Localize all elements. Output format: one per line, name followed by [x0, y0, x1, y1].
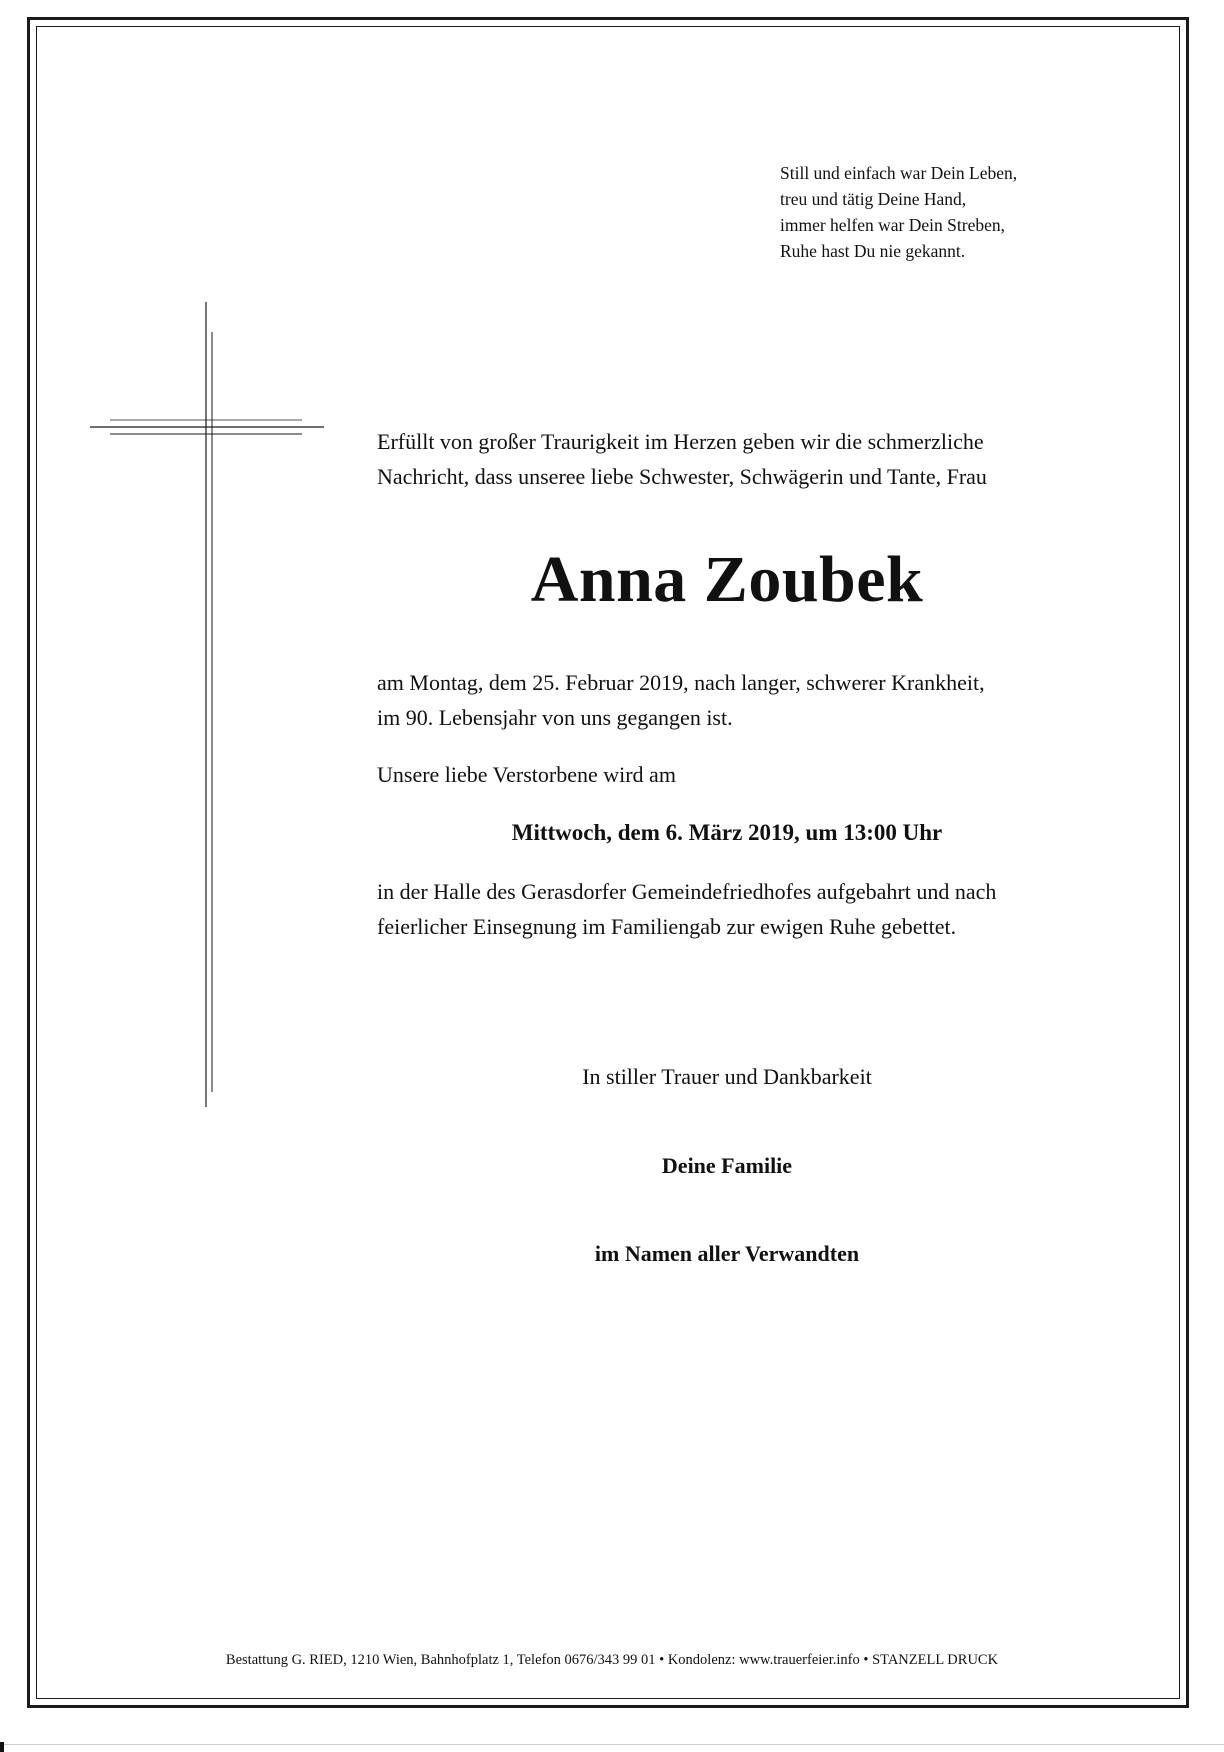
verse-line: treu und tätig Deine Hand,	[780, 189, 967, 209]
scan-edge-line	[0, 1744, 1224, 1745]
verse-line: Still und einfach war Dein Leben,	[780, 163, 1018, 183]
deceased-name: Anna Zoubek	[530, 543, 924, 616]
passing-paragraph	[377, 665, 1077, 735]
intro-paragraph	[377, 424, 1077, 494]
passing-line: im 90. Lebensjahr von uns gegangen ist.	[377, 705, 733, 730]
verse-line: immer helfen war Dein Streben,	[780, 215, 1005, 235]
scan-edge-mark	[0, 1742, 4, 1752]
burial-line: feierlicher Einsegnung im Familiengab zur ewigen Ruhe gebettet.	[377, 914, 957, 939]
mourning-line: In stiller Trauer und Dankbarkeit	[582, 1064, 872, 1089]
burial-line: in der Halle des Gerasdorfer Gemeindefriedhofes aufgebahrt und nach	[377, 879, 997, 904]
passing-line: am Montag, dem 25. Februar 2019, nach langer, schwerer Krankheit,	[377, 670, 985, 695]
funeral-home-footer: Bestattung G. RIED, 1210 Wien, Bahnhofplatz 1, Telefon 0676/343 99 01 • Kondolenz: www.trauerfeier.info • STANZELL DRUCK	[225, 1652, 999, 1668]
latin-cross-icon	[90, 302, 324, 1107]
memorial-verse	[780, 160, 1100, 264]
intro-line: Erfüllt von großer Traurigkeit im Herzen geben wir die schmerzliche	[377, 429, 984, 454]
burial-paragraph	[377, 874, 1077, 944]
family-signature: Deine Familie	[661, 1153, 793, 1178]
ceremony-datetime: Mittwoch, dem 6. März 2019, um 13:00 Uhr	[511, 820, 943, 845]
intro-line: Nachricht, dass unseree liebe Schwester, Schwägerin und Tante, Frau	[377, 464, 987, 489]
relatives-signature: im Namen aller Verwandten	[594, 1241, 860, 1266]
announce-line: Unsere liebe Verstorbene wird am	[377, 762, 676, 787]
verse-line: Ruhe hast Du nie gekannt.	[780, 241, 966, 261]
